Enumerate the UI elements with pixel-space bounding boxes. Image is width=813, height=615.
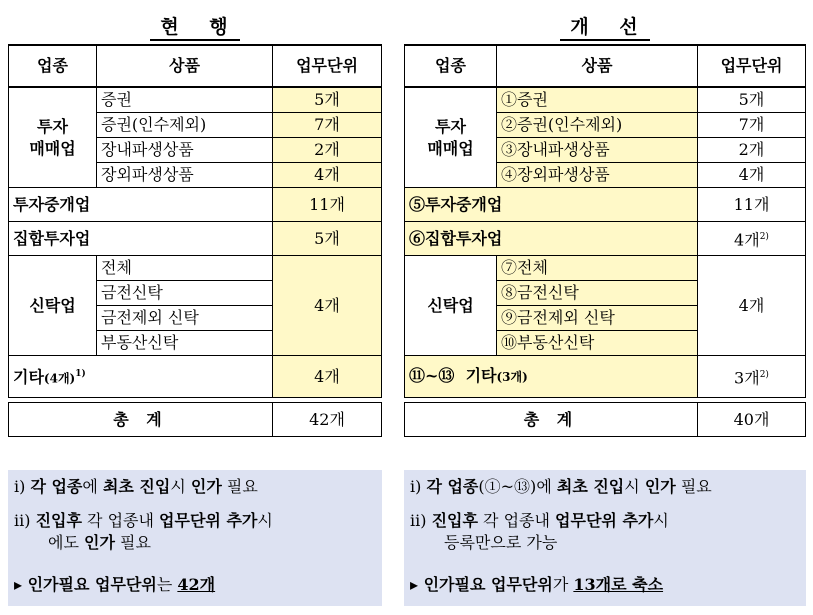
header-industry: 업종 xyxy=(405,45,497,87)
summary-note: ▸ 인가필요 업무단위는 42개 xyxy=(14,575,216,594)
table-row xyxy=(405,87,806,113)
product-cell: 금전신탁 xyxy=(97,281,273,306)
product-cell: ⑩부동산신탁 xyxy=(497,331,698,356)
unit-cell: 3개$^{2)}$ xyxy=(698,356,806,398)
table-row xyxy=(405,256,806,281)
unit-cell: 11개 xyxy=(698,188,806,222)
table-row xyxy=(405,356,806,398)
product-cell: 금전제외 신탁 xyxy=(97,306,273,331)
note-1: ⅰ) 각 업종(①~⑬)에 최초 진입시 인가 필요 xyxy=(410,477,712,496)
industry-trust: 신탁업 xyxy=(9,256,97,356)
header-industry: 업종 xyxy=(9,45,97,87)
industry-investment-trading: 투자 매매업 xyxy=(405,87,497,188)
unit-cell: 5개 xyxy=(273,87,382,113)
improved-title: 개 선 xyxy=(404,12,806,39)
current-notes xyxy=(8,470,382,606)
industry-other: ⑪~⑬ 기타(3개) xyxy=(405,356,698,398)
unit-cell: 7개 xyxy=(273,113,382,138)
product-cell: ⑧금전신탁 xyxy=(497,281,698,306)
product-cell: ⑦전체 xyxy=(497,256,698,281)
header-unit: 업무단위 xyxy=(273,45,382,87)
table-row xyxy=(9,356,382,398)
current-table xyxy=(8,44,382,437)
total-label: 총 계 xyxy=(9,403,273,437)
total-row xyxy=(405,403,806,437)
product-cell: ①증권 xyxy=(497,87,698,113)
industry-other: 기타(4개)$^{1)}$ xyxy=(9,356,273,398)
product-cell: 증권(인수제외) xyxy=(97,113,273,138)
unit-cell: 2개 xyxy=(698,138,806,163)
table-row xyxy=(9,87,382,113)
total-units: 42개 xyxy=(273,403,382,437)
unit-cell: 4개$^{2)}$ xyxy=(698,222,806,256)
unit-cell: 2개 xyxy=(273,138,382,163)
note-2: ⅱ) 진입후 각 업종내 업무단위 추가시 에도 인가 필요 xyxy=(14,511,273,552)
unit-cell: 5개 xyxy=(273,222,382,256)
total-units: 40개 xyxy=(698,403,806,437)
unit-cell: 4개 xyxy=(698,256,806,356)
table-header-row xyxy=(9,45,382,87)
product-cell: ③장내파생상품 xyxy=(497,138,698,163)
industry-collective: 집합투자업 xyxy=(9,222,273,256)
header-product: 상품 xyxy=(97,45,273,87)
unit-cell: 5개 xyxy=(698,87,806,113)
unit-cell: 4개 xyxy=(273,256,382,356)
unit-cell: 7개 xyxy=(698,113,806,138)
current-title: 현 행 xyxy=(8,12,382,39)
product-cell: 증권 xyxy=(97,87,273,113)
industry-investment-trading: 투자 매매업 xyxy=(9,87,97,188)
note-2: ⅱ) 진입후 각 업종내 업무단위 추가시 등록만으로 가능 xyxy=(410,511,669,552)
unit-cell: 4개 xyxy=(273,356,382,398)
product-cell: 장외파생상품 xyxy=(97,163,273,188)
table-header-row xyxy=(405,45,806,87)
improved-notes xyxy=(404,470,806,606)
industry-brokerage: ⑤투자중개업 xyxy=(405,188,698,222)
industry-trust: 신탁업 xyxy=(405,256,497,356)
product-cell: 장내파생상품 xyxy=(97,138,273,163)
table-row xyxy=(9,256,382,281)
industry-collective: ⑥집합투자업 xyxy=(405,222,698,256)
header-unit: 업무단위 xyxy=(698,45,806,87)
table-row xyxy=(9,188,382,222)
product-cell: 전체 xyxy=(97,256,273,281)
improved-table xyxy=(404,44,806,437)
unit-cell: 4개 xyxy=(698,163,806,188)
product-cell: ④장외파생상품 xyxy=(497,163,698,188)
note-1: ⅰ) 각 업종에 최초 진입시 인가 필요 xyxy=(14,477,258,496)
total-row xyxy=(9,403,382,437)
header-product: 상품 xyxy=(497,45,698,87)
table-row xyxy=(9,222,382,256)
product-cell: ⑨금전제외 신탁 xyxy=(497,306,698,331)
unit-cell: 11개 xyxy=(273,188,382,222)
unit-cell: 4개 xyxy=(273,163,382,188)
table-row xyxy=(405,188,806,222)
product-cell: 부동산신탁 xyxy=(97,331,273,356)
table-row xyxy=(405,222,806,256)
total-label: 총 계 xyxy=(405,403,698,437)
summary-note: ▸ 인가필요 업무단위가 13개로 축소 xyxy=(410,575,664,594)
product-cell: ②증권(인수제외) xyxy=(497,113,698,138)
industry-brokerage: 투자중개업 xyxy=(9,188,273,222)
